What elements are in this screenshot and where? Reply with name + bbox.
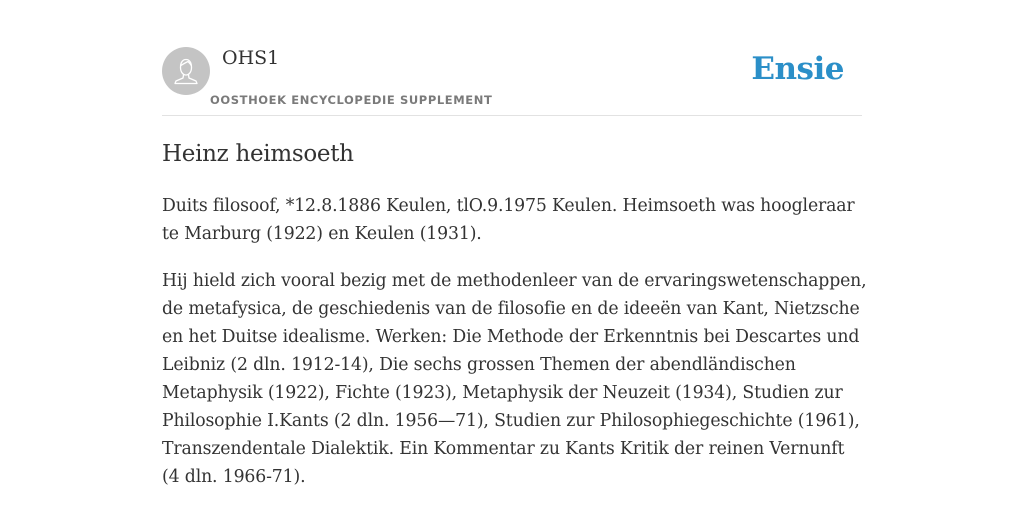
source-code[interactable]: OHS1 bbox=[222, 47, 280, 69]
source-name[interactable]: OOSTHOEK ENCYCLOPEDIE SUPPLEMENT bbox=[210, 93, 493, 107]
avatar[interactable] bbox=[162, 47, 210, 95]
header bbox=[162, 0, 862, 116]
article-title: Heinz heimsoeth bbox=[162, 141, 354, 167]
user-icon bbox=[162, 47, 210, 95]
ensie-logo[interactable]: Ensie bbox=[751, 51, 844, 87]
article bbox=[162, 138, 867, 491]
article-paragraph: Hij hield zich vooral bezig met de methodenleer van de ervaringswetenschappen, de metafysica, de geschiedenis van de filosofie en de ideeën van Kant, Nietzsche en het Duitse idealisme. Werken: Die Methode der Erkenntnis bei Descartes und Leibniz (2 dln. 1912-14), Die sechs grossen Themen der abendländischen Metaphysik (1922), Fichte (1923), Metaphysik der Neuzeit (1934), Studien zur Philosophie I.Kants (2 dln. 1956—71), Studien zur Philosophiegeschichte (1961), Transzendentale Dialektik. Ein Kommentar zu Kants Kritik der reinen Vernunft (4 dln. 1966-71). bbox=[162, 271, 867, 487]
article-paragraph: Duits filosoof, *12.8.1886 Keulen, tlO.9.1975 Keulen. Heimsoeth was hoogleraar te Marburg (1922) en Keulen (1931). bbox=[162, 196, 855, 244]
